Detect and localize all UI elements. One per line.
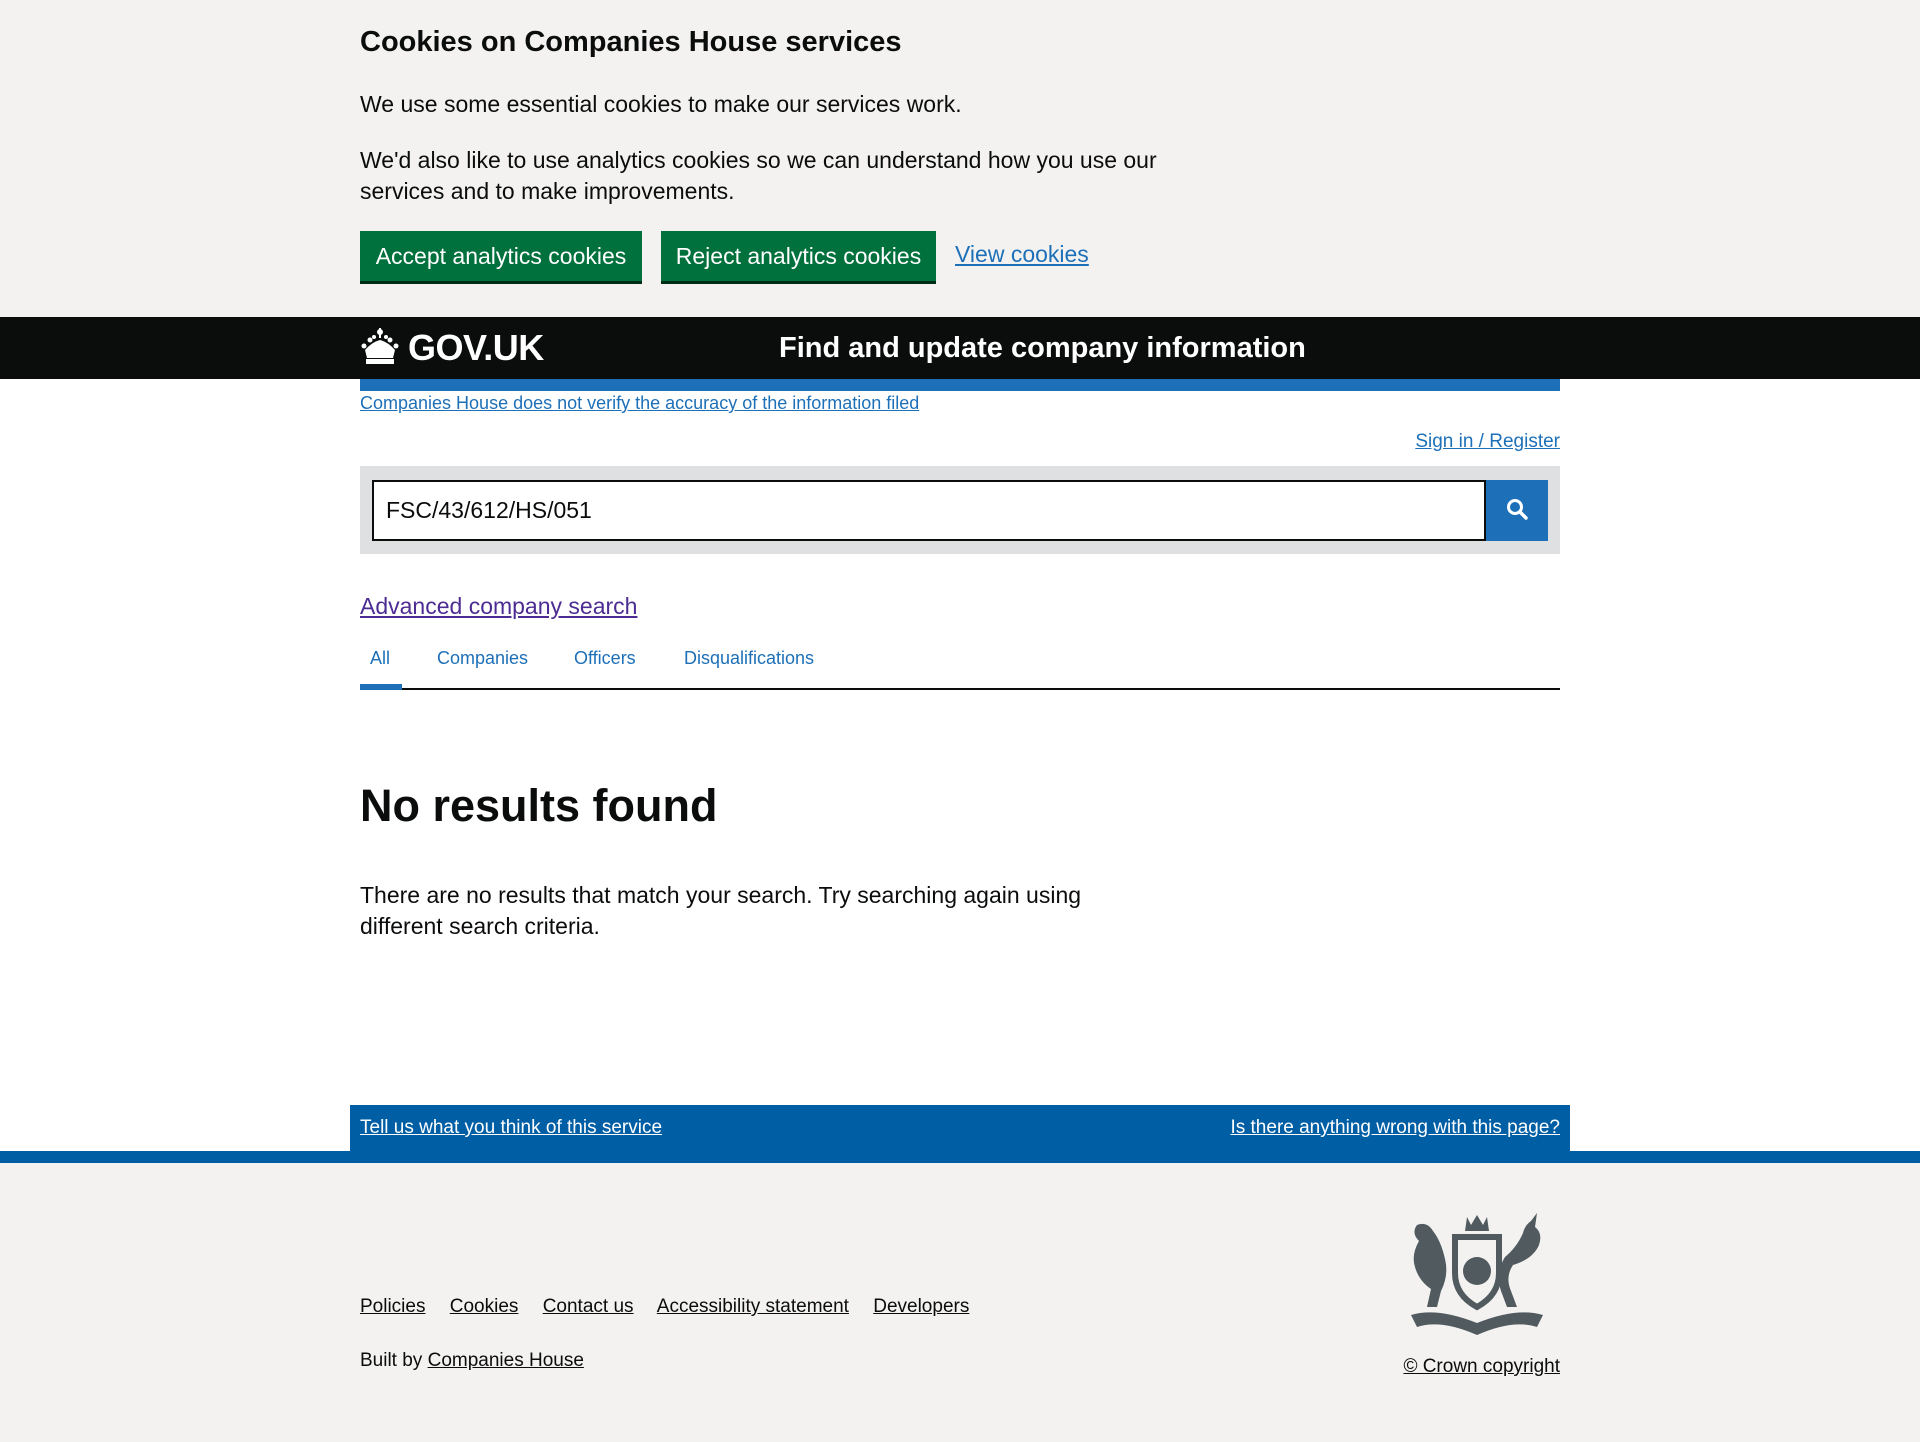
accuracy-disclaimer-link[interactable]: Companies House does not verify the accuracy of the information filed	[360, 393, 920, 413]
cookie-banner-text-analytics: We'd also like to use analytics cookies so we can understand how you use our services and to make improvements.	[360, 147, 1157, 204]
search-input[interactable]	[372, 480, 1486, 541]
search-button[interactable]	[1486, 480, 1548, 541]
view-cookies-link[interactable]: View cookies	[955, 241, 1089, 267]
active-tab-indicator	[360, 684, 402, 690]
crown-icon	[360, 328, 400, 371]
report-problem-link[interactable]: Is there anything wrong with this page?	[1230, 1117, 1560, 1138]
built-by-prefix: Built by	[360, 1350, 423, 1371]
royal-crest-icon	[1397, 1211, 1557, 1344]
tab-disqualifications[interactable]: Disqualifications	[684, 648, 815, 668]
reject-analytics-cookies-button[interactable]: Reject analytics cookies	[661, 231, 936, 281]
tab-companies[interactable]: Companies	[437, 648, 529, 668]
footer-link-accessibility[interactable]: Accessibility statement	[656, 1296, 849, 1317]
crown-copyright-link[interactable]: © Crown copyright	[1403, 1356, 1560, 1377]
advanced-company-search-link[interactable]: Advanced company search	[360, 593, 638, 619]
tab-all[interactable]: All	[370, 648, 391, 668]
cookie-banner-heading: Cookies on Companies House services	[360, 26, 902, 58]
feedback-service-link[interactable]: Tell us what you think of this service	[360, 1117, 663, 1138]
search-icon	[1505, 497, 1529, 524]
search-form	[360, 466, 1560, 554]
footer-link-developers[interactable]: Developers	[873, 1296, 970, 1317]
no-results-heading: No results found	[360, 780, 718, 831]
tab-officers[interactable]: Officers	[574, 648, 636, 668]
govuk-logo-text[interactable]: GOV.UK	[408, 327, 544, 368]
feedback-divider	[0, 1151, 1920, 1163]
site-footer	[0, 1163, 1920, 1442]
footer-links	[360, 1296, 988, 1318]
header-blue-bar	[360, 379, 1560, 391]
cookie-banner	[0, 0, 1920, 317]
cookie-banner-text-essential: We use some essential cookies to make our services work.	[360, 91, 962, 117]
sign-in-register-link[interactable]: Sign in / Register	[1415, 431, 1560, 452]
service-name[interactable]: Find and update company information	[779, 332, 1306, 364]
companies-house-link[interactable]: Companies House	[427, 1350, 584, 1371]
feedback-bar	[350, 1105, 1570, 1151]
footer-link-contact[interactable]: Contact us	[542, 1296, 634, 1317]
footer-link-policies[interactable]: Policies	[360, 1296, 426, 1317]
search-tabs	[360, 640, 1560, 690]
accept-analytics-cookies-button[interactable]: Accept analytics cookies	[360, 231, 642, 281]
no-results-message: There are no results that match your search. Try searching again using different search criteria.	[360, 882, 1082, 939]
footer-link-cookies[interactable]: Cookies	[449, 1296, 519, 1317]
built-by	[360, 1350, 584, 1372]
site-header	[0, 317, 1920, 379]
